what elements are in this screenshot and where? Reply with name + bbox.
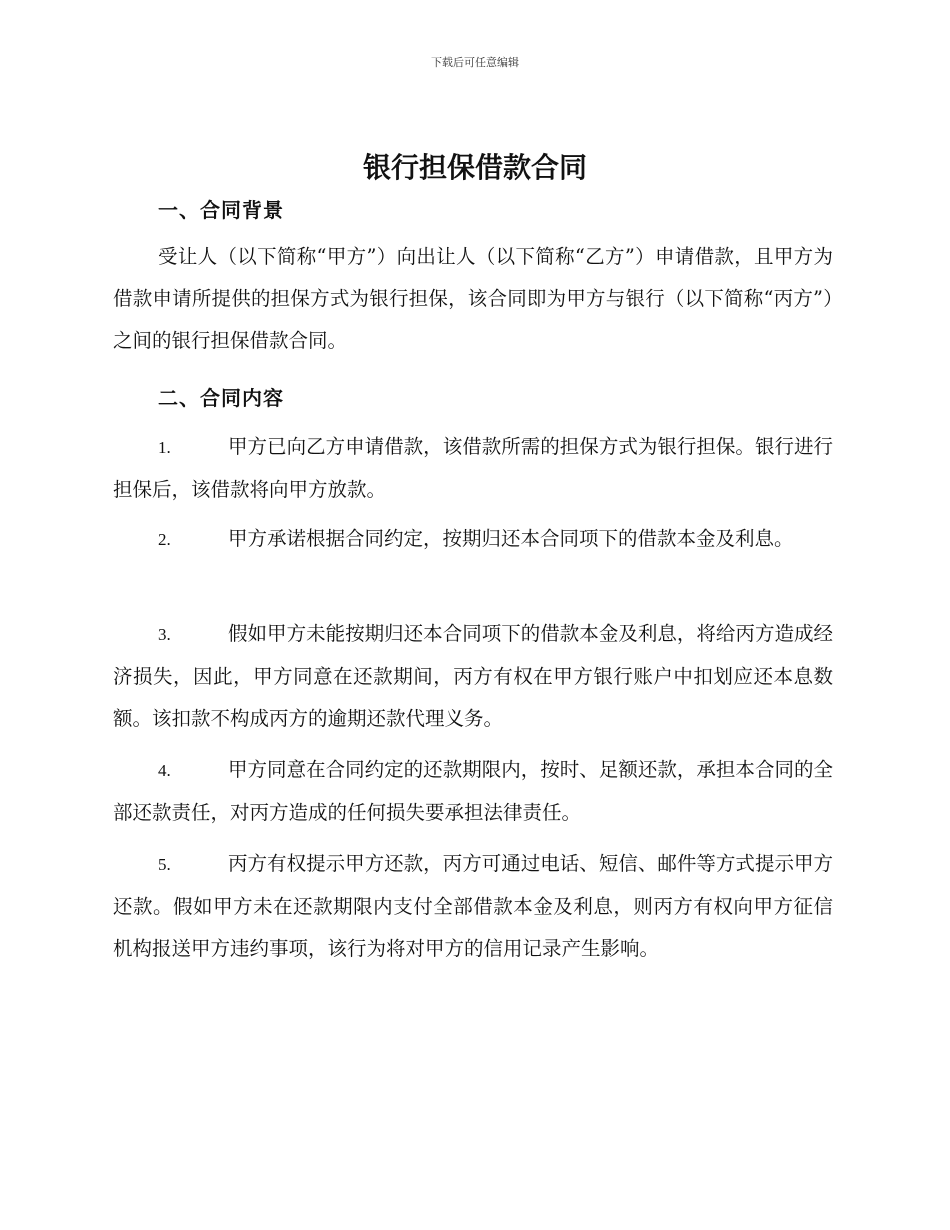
item-text: 甲方已向乙方申请借款，该借款所需的担保方式为银行担保。银行进行担保后，该借款将向甲方放款。: [113, 435, 833, 501]
item-number: 1.: [158, 438, 171, 457]
header-note: 下载后可任意编辑: [431, 56, 519, 69]
contract-item-3: [113, 613, 833, 740]
item-text: 丙方有权提示甲方还款，丙方可通过电话、短信、邮件等方式提示甲方还款。假如甲方未在还款期限内支付全部借款本金及利息，则丙方有权向甲方征信机构报送甲方违约事项，该行为将对甲方的信用记录产生影响。: [113, 852, 833, 960]
item-text: 假如甲方未能按期归还本合同项下的借款本金及利息，将给丙方造成经济损失，因此，甲方同意在还款期间，丙方有权在甲方银行账户中扣划应还本息数额。该扣款不构成丙方的逾期还款代理义务。: [113, 622, 833, 730]
item-number: 2.: [158, 530, 171, 549]
section-heading-content: 二、合同内容: [158, 386, 284, 410]
item-number: 3.: [158, 625, 171, 644]
item-number: 4.: [158, 761, 171, 780]
background-paragraph: 受让人（以下简称“甲方”）向出让人（以下简称“乙方”）申请借款，且甲方为借款申请所提供的担保方式为银行担保，该合同即为甲方与银行（以下简称“丙方”）之间的银行担保借款合同。: [113, 245, 833, 352]
section-heading-background: 一、合同背景: [158, 198, 284, 222]
document-title: 银行担保借款合同: [362, 151, 587, 184]
contract-item-2: [113, 518, 833, 561]
item-number: 5.: [158, 855, 171, 874]
item-text: 甲方承诺根据合同约定，按期归还本合同项下的借款本金及利息。: [228, 527, 794, 550]
contract-item-1: [113, 426, 833, 511]
contract-item-4: [113, 749, 833, 834]
contract-item-5: [113, 843, 833, 970]
item-text: 甲方同意在合同约定的还款期限内，按时、足额还款，承担本合同的全部还款责任，对丙方造成的任何损失要承担法律责任。: [113, 758, 833, 824]
